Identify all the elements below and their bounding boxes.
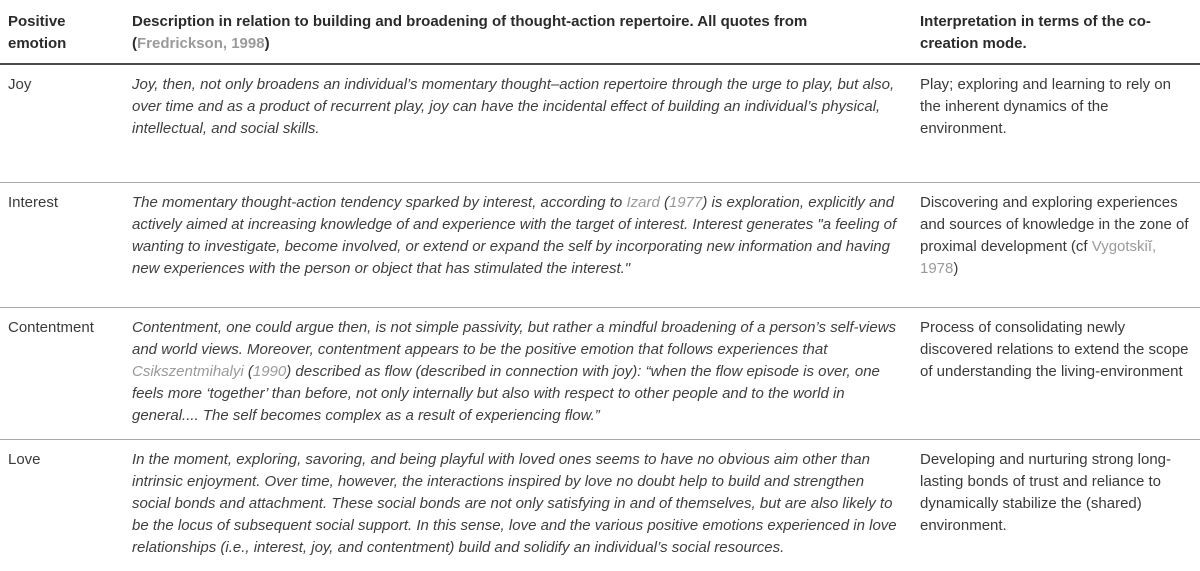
header-description-close: ) [264, 35, 270, 52]
interpretation-text: Discovering and exploring experiences and sources of knowledge in the zone of proximal development (cf [920, 193, 1189, 255]
citation-link-csikszentmihalyi[interactable]: Csikszentmihalyi [132, 362, 244, 380]
description-cell: In the moment, exploring, savoring, and being playful with loved ones seems to have no obvious aim other than intrinsic enjoyment. Over time, however, the interactions inspired by love no doubt help to build and strengthen social bonds and attachment. These social bonds are not only satisfying in and of themselves, but are also likely to be the locus of subsequent social support. In this sense, love and the various positive emotions experienced in love relationships (i.e., interest, joy, and contentment) build and solidify an individual’s social resources. [132, 450, 897, 556]
table-row [0, 64, 1200, 182]
description-text: ( [659, 193, 669, 211]
description-text: ) is exploration, explicitly and actively aimed at increasing knowledge of and experience with the target of interest. Interest generates "a feeling of wanting to investigate, become involved, or extend or expand the self by incorporating new information and having new experiences with the person or object that has stimulated the interest." [132, 193, 897, 277]
interpretation-text: ) [953, 259, 959, 277]
header-interpretation: Interpretation in terms of the co-creation mode. [912, 0, 1200, 64]
citation-link-fredrickson[interactable]: Fredrickson, 1998 [137, 35, 265, 52]
description-text: ( [243, 362, 253, 380]
description-cell [124, 182, 912, 307]
table-row [0, 439, 1200, 571]
interpretation-cell [912, 182, 1200, 307]
emotion-cell: Joy [0, 64, 124, 182]
citation-link-vygotskii[interactable]: Vygotskiĭ, 1978 [920, 237, 1157, 277]
description-text: The momentary thought-action tendency sparked by interest, according to [132, 193, 627, 211]
header-description-text: Description in relation to building and broadening of thought-action repertoire. All quotes from ( [132, 13, 808, 52]
description-text: ) described as flow (described in connection with joy): “when the flow episode is over, one feels more ‘together’ than before, not only internally but also with respect to other people and to the world in general.... The self becomes complex as a result of experiencing flow.” [132, 362, 880, 424]
interpretation-cell: Process of consolidating newly discovered relations to extend the scope of understanding the living-environment [912, 307, 1200, 439]
citation-link-izard[interactable]: Izard [626, 193, 660, 211]
description-text: Contentment, one could argue then, is not simple passivity, but rather a mindful broadening of a person’s self-views and world views. Moreover, contentment appears to be the positive emotion that follows experiences that [132, 318, 897, 358]
citation-link-izard-year[interactable]: 1977 [668, 193, 703, 211]
citation-link-csikszentmihalyi-year[interactable]: 1990 [252, 362, 287, 380]
header-positive-emotion: Positive emotion [0, 0, 124, 64]
table-header-row [0, 0, 1200, 64]
table-row [0, 307, 1200, 439]
description-cell [124, 307, 912, 439]
emotion-cell: Love [8, 450, 41, 468]
description-cell: Joy, then, not only broadens an individual’s momentary thought–action repertoire through the urge to play, but also, over time and as a product of recurrent play, joy can have the incidental effect of building an individual’s physical, intellectual, and social skills. [124, 64, 912, 182]
header-description [124, 0, 912, 64]
emotion-cell: Interest [0, 182, 124, 307]
emotion-cell: Contentment [0, 307, 124, 439]
interpretation-cell: Developing and nurturing strong long-lasting bonds of trust and reliance to dynamically stabilize the (shared) environment. [920, 450, 1171, 534]
interpretation-cell: Play; exploring and learning to rely on the inherent dynamics of the environment. [912, 64, 1200, 182]
table-row [0, 182, 1200, 307]
